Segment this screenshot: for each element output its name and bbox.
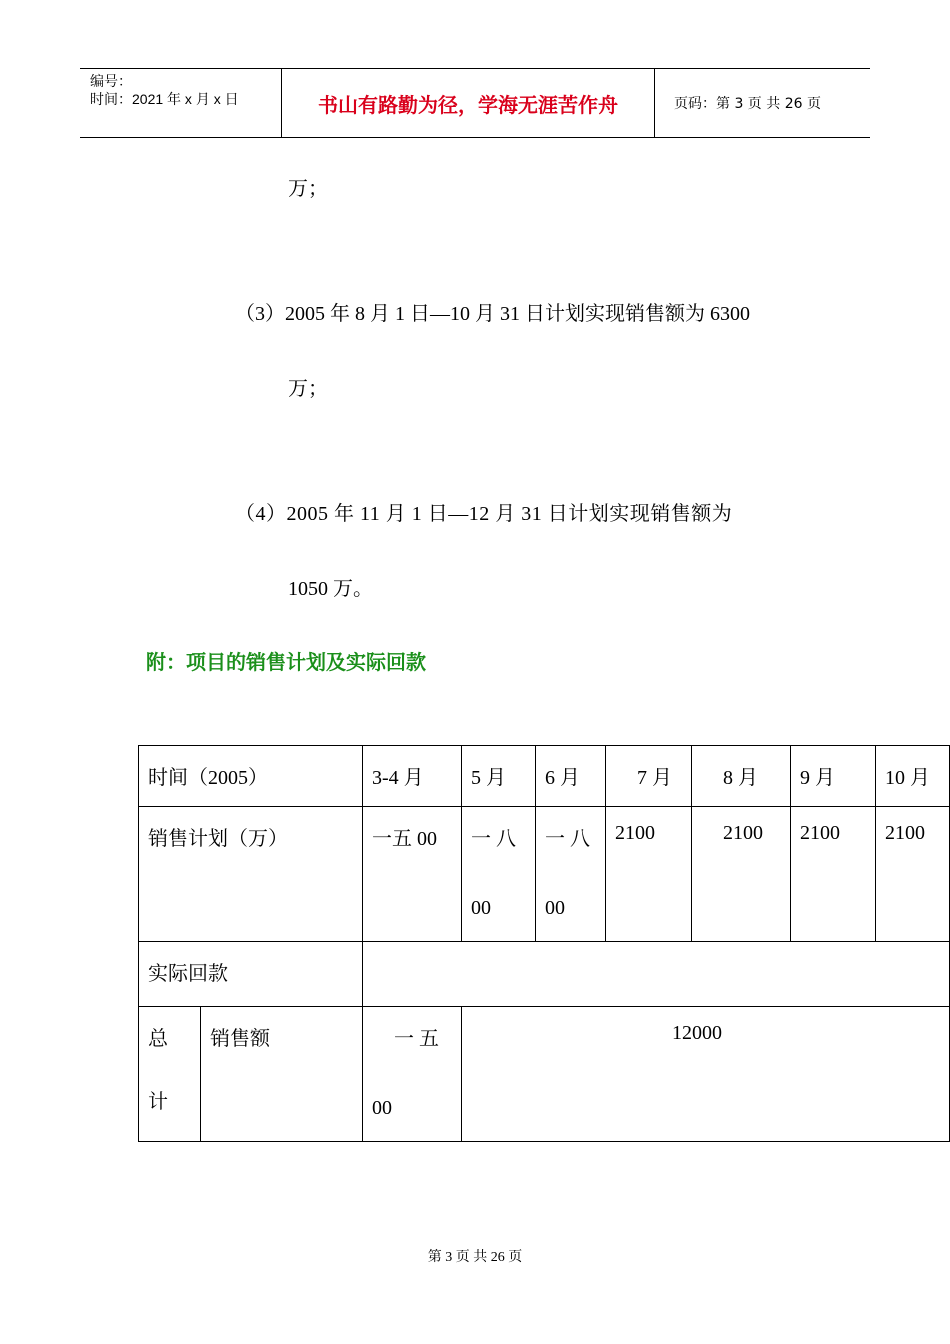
header-cell-6 <box>536 746 606 807</box>
table-cell-text: 9 月 <box>800 767 835 789</box>
item4-line1: （4）2005 年 11 月 1 日—12 月 31 日计划实现销售额为 <box>235 503 733 525</box>
table-cell-text: 2100 <box>615 822 655 844</box>
actual-values-cell <box>363 942 950 1007</box>
page-number-text: 页码：第 3 页 共 26 页 <box>674 96 821 112</box>
plan-label-cell <box>139 807 363 942</box>
header-meta <box>80 69 282 137</box>
table-cell-text: 2100 <box>800 822 840 844</box>
table-cell-text: 10 月 <box>885 767 930 789</box>
plan-cell-8 <box>692 807 791 942</box>
header-motto: 书山有路勤为径，学海无涯苦作舟 <box>282 69 655 137</box>
table-cell-text: 销售额 <box>210 1028 270 1050</box>
table-cell-text: 销售计划（万） <box>148 828 288 850</box>
table-cell-text: 3-4 月 <box>372 767 424 789</box>
table-cell-text: 2100 <box>723 822 763 844</box>
item3-line1: （3）2005 年 8 月 1 日—10 月 31 日计划实现销售额为 6300 <box>235 303 750 325</box>
plan-cell-6 <box>536 807 606 942</box>
plan-cell-9 <box>791 807 876 942</box>
table-cell-text: 一 八 <box>545 828 590 850</box>
actual-label-cell <box>139 942 363 1007</box>
header-cell-8 <box>692 746 791 807</box>
header-cell-10 <box>876 746 950 807</box>
table-row <box>139 807 950 942</box>
plan-cell-10 <box>876 807 950 942</box>
header-page-label <box>664 69 870 137</box>
table-cell-text: 6 月 <box>545 767 580 789</box>
table-cell-text: 一五 00 <box>372 828 437 850</box>
plan-cell-34 <box>363 807 462 942</box>
time-label: 时间：2021 年 x 月 x 日 <box>90 91 239 107</box>
table-cell-text: 实际回款 <box>148 963 228 985</box>
table-cell-text: 一 五 <box>394 1028 439 1050</box>
table-cell-text: 00 <box>471 897 491 919</box>
table-row <box>139 746 950 807</box>
plan-cell-7 <box>606 807 692 942</box>
table-cell-text: 总 <box>148 1028 168 1050</box>
page-header <box>80 68 870 138</box>
table-cell-text: 7 月 <box>637 767 672 789</box>
serial-label: 编号： <box>90 73 132 89</box>
table-cell-text: 一 八 <box>471 828 516 850</box>
item3-line2: 万； <box>288 378 328 400</box>
table-row <box>139 1007 950 1142</box>
header-cell-time <box>139 746 363 807</box>
header-cell-9 <box>791 746 876 807</box>
sales-total-cell <box>462 1007 950 1142</box>
total-label-cell <box>139 1007 201 1142</box>
item4-line2: 1050 万。 <box>288 578 373 600</box>
table-cell-text: 12000 <box>672 1022 722 1044</box>
sales-34-cell <box>363 1007 462 1142</box>
prev-line-tail: 万； <box>288 178 328 200</box>
header-cell-34 <box>363 746 462 807</box>
appendix-title: 附：项目的销售计划及实际回款 <box>146 650 426 674</box>
table-cell-text: 2100 <box>885 822 925 844</box>
header-cell-5 <box>462 746 536 807</box>
table-cell-text: 8 月 <box>723 767 758 789</box>
page-footer: 第 3 页 共 26 页 <box>427 1250 523 1265</box>
table-cell-text: 时间（2005） <box>148 767 268 789</box>
table-cell-text: 计 <box>148 1091 168 1113</box>
table-cell-text: 00 <box>545 897 565 919</box>
sales-label-cell <box>201 1007 363 1142</box>
table-row <box>139 942 950 1007</box>
header-cell-7 <box>606 746 692 807</box>
table-cell-text: 00 <box>372 1097 392 1119</box>
plan-cell-5 <box>462 807 536 942</box>
table-cell-text: 5 月 <box>471 767 506 789</box>
sales-plan-table <box>138 745 950 1142</box>
